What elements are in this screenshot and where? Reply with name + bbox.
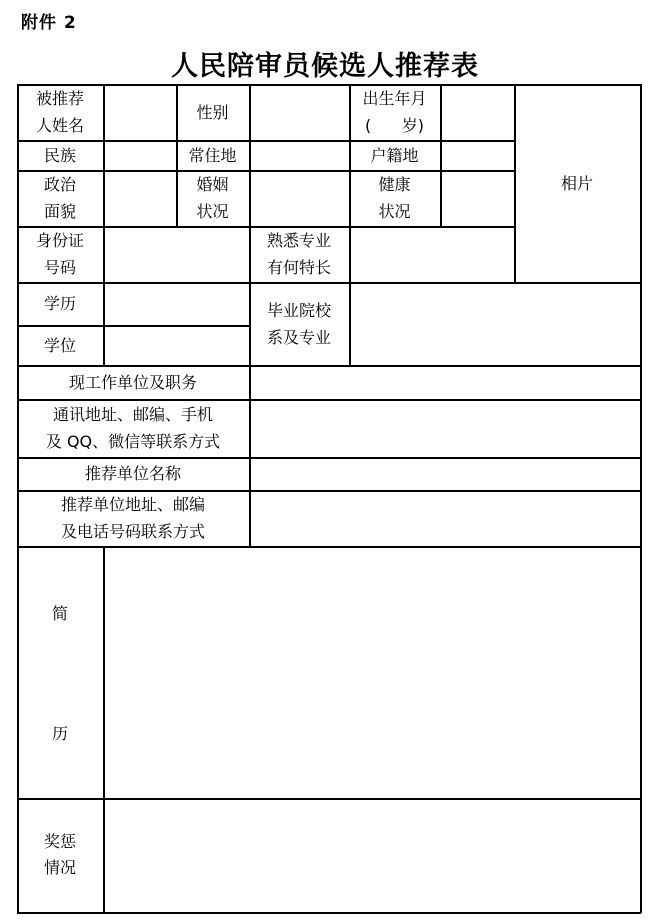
marital-label-line1: 婚姻 (196, 175, 229, 194)
attachment-label: 附件 2 (21, 13, 77, 33)
education-label (17, 282, 103, 325)
health-label-line1: 健康 (378, 175, 411, 194)
degree-label (17, 325, 103, 365)
political-label-line2: 面貌 (43, 202, 76, 221)
specialty-value[interactable] (349, 226, 514, 282)
photo-box[interactable] (514, 84, 640, 282)
household-value[interactable] (440, 140, 514, 170)
idcard-label-line2: 号码 (43, 258, 76, 277)
ethnicity-label (17, 140, 103, 170)
rec-contact-value[interactable] (249, 490, 640, 546)
birth-label-line2: ( 岁) (364, 116, 424, 135)
school-value[interactable] (349, 282, 640, 365)
name-label-line2: 人姓名 (35, 116, 84, 135)
name-label (17, 84, 103, 140)
marital-label-line2: 状况 (196, 202, 229, 221)
contact-label-line1: 通讯地址、邮编、手机 (52, 405, 213, 424)
political-label (17, 170, 103, 226)
resume-label-text1: 简 (51, 603, 68, 623)
health-label-line2: 状况 (378, 202, 411, 221)
specialty-label-line2: 有何特长 (266, 258, 331, 277)
rewards-label-line2: 情况 (43, 858, 76, 877)
rewards-label (17, 798, 103, 912)
ethnicity-value[interactable] (103, 140, 176, 170)
rec-contact-label-line1: 推荐单位地址、邮编 (60, 495, 205, 514)
school-label-line1: 毕业院校 (266, 300, 331, 320)
idcard-label (17, 226, 103, 282)
health-value[interactable] (440, 170, 514, 226)
specialty-label-line1: 熟悉专业 (266, 231, 331, 250)
rec-contact-label-line2: 及电话号码联系方式 (60, 522, 205, 541)
birth-label (349, 84, 440, 140)
rec-unit-label (17, 457, 249, 490)
grid-line (17, 912, 641, 914)
work-unit-value[interactable] (249, 365, 640, 399)
residence-label-text: 常住地 (188, 145, 237, 165)
grid-line (640, 84, 642, 913)
rewards-value[interactable] (103, 798, 640, 912)
resume-label-char1 (17, 596, 103, 630)
work-unit-label-text: 现工作单位及职务 (68, 372, 197, 392)
gender-label-text: 性别 (196, 102, 229, 122)
residence-label (176, 140, 249, 170)
education-label-text: 学历 (43, 294, 76, 313)
political-label-line1: 政治 (43, 175, 76, 194)
rec-unit-label-text: 推荐单位名称 (84, 464, 181, 483)
resume-label-text2: 历 (51, 723, 68, 743)
birth-label-line1: 出生年月 (362, 89, 427, 108)
form-title: 人民陪审员候选人推荐表 (171, 51, 479, 82)
degree-value[interactable] (103, 325, 249, 365)
resume-value[interactable] (103, 546, 640, 798)
contact-value[interactable] (249, 399, 640, 457)
degree-label-text: 学位 (43, 335, 76, 355)
marital-label (176, 170, 249, 226)
political-value[interactable] (103, 170, 176, 226)
specialty-label (249, 226, 349, 282)
contact-label-line2: 及 QQ、微信等联系方式 (45, 432, 221, 451)
rewards-label-line1: 奖惩 (43, 832, 76, 851)
name-value[interactable] (103, 84, 176, 140)
idcard-value[interactable] (103, 226, 249, 282)
gender-label (176, 84, 249, 140)
household-label-text: 户籍地 (370, 145, 419, 165)
name-label-line1: 被推荐 (35, 89, 84, 108)
education-value[interactable] (103, 282, 249, 325)
health-label (349, 170, 440, 226)
idcard-label-line1: 身份证 (35, 231, 84, 250)
rec-contact-label (17, 490, 249, 546)
ethnicity-label-text: 民族 (43, 145, 76, 165)
household-label (349, 140, 440, 170)
photo-label: 相片 (560, 173, 593, 193)
contact-label (17, 399, 249, 457)
rec-unit-value[interactable] (249, 457, 640, 490)
marital-value[interactable] (249, 170, 349, 226)
gender-value[interactable] (249, 84, 349, 140)
school-label (249, 282, 349, 365)
birth-value[interactable] (440, 84, 514, 140)
resume-label-char2 (17, 716, 103, 750)
school-label-line2: 系及专业 (266, 327, 331, 347)
work-unit-label (17, 365, 249, 399)
residence-value[interactable] (249, 140, 349, 170)
